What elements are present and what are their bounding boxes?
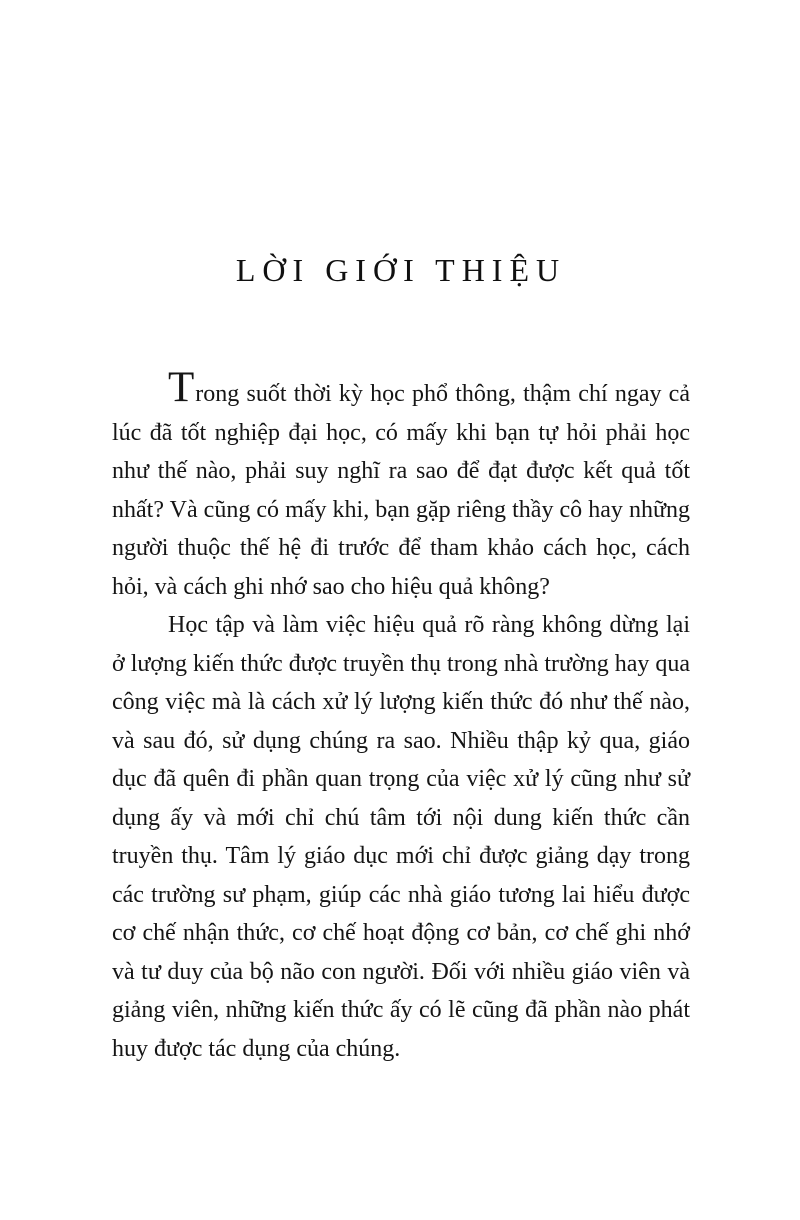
paragraph-1-text: rong suốt thời kỳ học phổ thông, thậm chí ngay cả lúc đã tốt nghiệp đại học, có mấy khi bạn tự hỏi phải học như thế nào, phải suy nghĩ ra sao để đạt được kết quả tốt nhất? Và cũng có mấy khi, bạn gặp riêng thầy cô hay những người thuộc thế hệ đi trước để tham khảo cách học, cách hỏi, và cách ghi nhớ sao cho hiệu quả không? [112,381,690,600]
paragraph-2-text: Học tập và làm việc hiệu quả rõ ràng không dừng lại ở lượng kiến thức được truyền thụ trong nhà trường hay qua công việc mà là cách xử lý lượng kiến thức đó như thế nào, và sau đó, sử dụng chúng ra sao. Nhiều thập kỷ qua, giáo dục đã quên đi phần quan trọng của việc xử lý cũng như sử dụng ấy và mới chỉ chú tâm tới nội dung kiến thức cần truyền thụ. Tâm lý giáo dục mới chỉ được giảng dạy trong các trường sư phạm, giúp các nhà giáo tương lai hiểu được cơ chế nhận thức, cơ chế hoạt động cơ bản, cơ chế ghi nhớ và tư duy của bộ não con người. Đối với nhiều giáo viên và giảng viên, những kiến thức ấy có lẽ cũng đã phần nào phát huy được tác dụng của chúng. [112,612,691,1062]
page-title: LỜI GIỚI THIỆU [235,252,567,288]
body-text [112,364,691,1068]
paragraph-1 [112,364,690,606]
dropcap-letter: T [168,364,196,411]
paragraph-2 [112,606,690,1068]
